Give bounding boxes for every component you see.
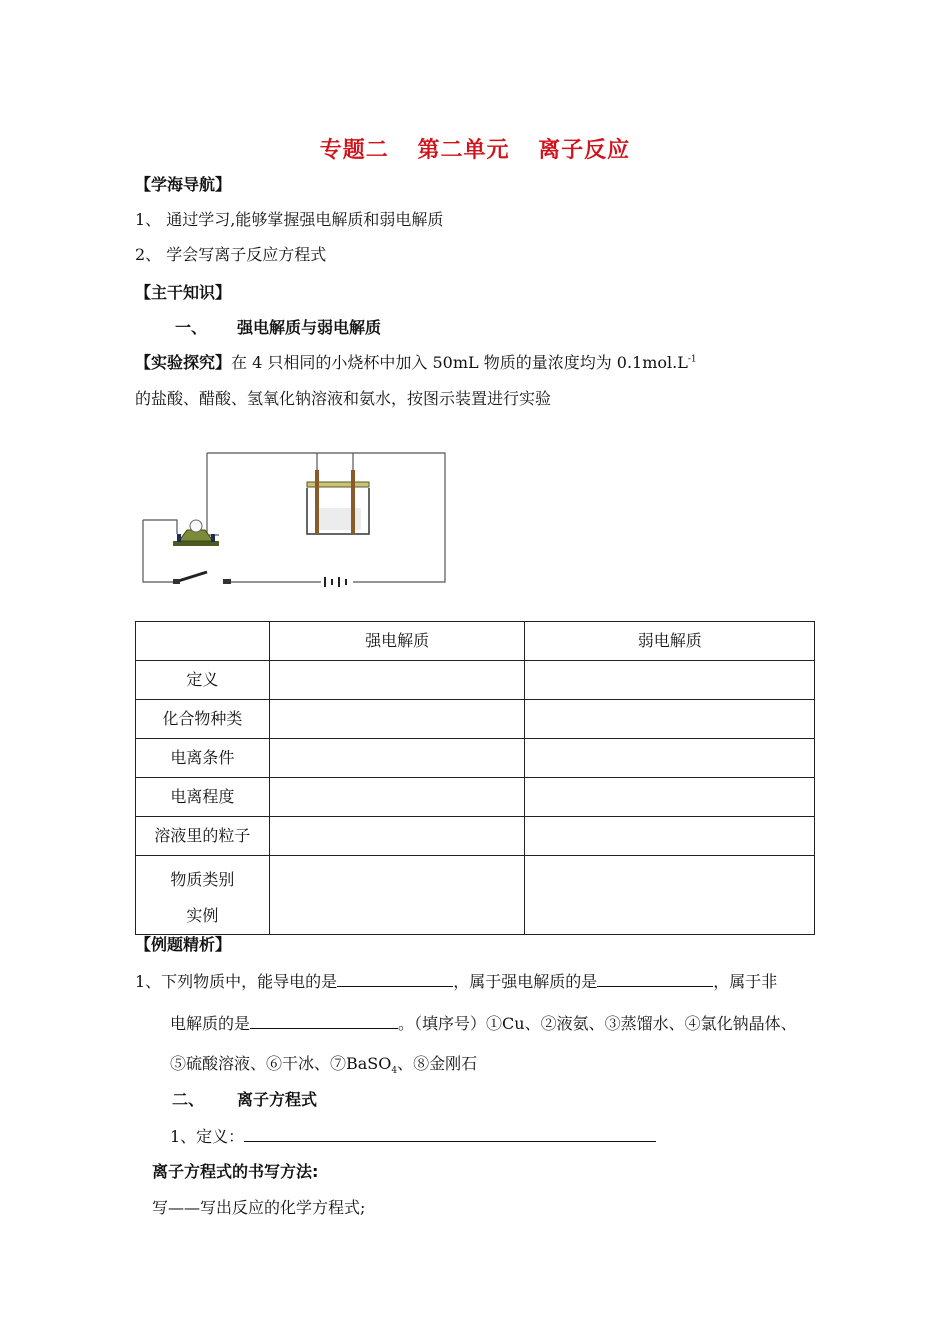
table-row-label-line1: 物质类别 [170,870,235,889]
question-1-text-e: 。（填序号）①Cu、②液氨、③蒸馏水、④氯化钠晶体、 [398,1014,797,1033]
table-cell[interactable] [525,739,815,778]
table-cell[interactable] [269,700,525,739]
table-cell[interactable] [269,856,525,935]
section2-title: 离子方程式 [237,1090,318,1109]
definition-line [170,1125,656,1148]
electrolyte-table [135,621,815,935]
title-part1: 专题二 [319,138,389,163]
table-cell[interactable] [269,739,525,778]
table-cell[interactable] [525,817,815,856]
table-header-cell: 弱电解质 [525,622,815,661]
question-1-sub: 4 [391,1066,398,1077]
nav-heading: 【学海导航】 [135,175,232,194]
table-cell[interactable] [269,661,525,700]
table-cell[interactable] [269,817,525,856]
experiment-text-1: 在 4 只相同的小烧杯中加入 50mL 物质的量浓度均为 0.1mol.L [231,353,688,372]
sub1-title: 强电解质与弱电解质 [237,318,382,337]
answer-blank-strong-electrolyte[interactable] [597,970,713,987]
table-header-cell [136,622,270,661]
experiment-text-2: 的盐酸、醋酸、氢氧化钠溶液和氨水，按图示装置进行实验 [135,389,552,408]
electrode-right [351,470,355,534]
table-cell[interactable] [525,856,815,935]
title-part2: 第二单元 [417,138,510,163]
sub1-number: 一、 [175,318,208,337]
answer-blank-conductive[interactable] [337,970,453,987]
question-1-text-d: 电解质的是 [170,1014,251,1033]
table-cell[interactable] [269,778,525,817]
table-row-label [136,856,270,935]
nav-item-1: 1、 通过学习,能够掌握强电解质和弱电解质 [135,210,444,229]
table-row-label-line2: 实例 [186,906,219,925]
electrode-left [315,470,319,534]
table-cell[interactable] [525,700,815,739]
circuit-diagram [135,446,450,591]
question-1-text-a: 1、下列物质中，能导电的是 [135,972,338,991]
table-cell[interactable] [525,661,815,700]
question-1-text-g: 、⑧金刚石 [397,1054,478,1073]
question-1-line-1 [135,970,777,993]
example-heading: 【例题精析】 [135,935,232,954]
question-1-text-c: ，属于非 [713,972,778,991]
table-row-label: 电离条件 [136,739,270,778]
experiment-line-1 [135,352,697,374]
definition-blank[interactable] [244,1125,656,1142]
table-header-cell: 强电解质 [269,622,525,661]
nav-item-2: 2、 学会写离子反应方程式 [135,245,327,264]
experiment-label: 【实验探究】 [135,353,232,372]
method-heading: 离子方程式的书写方法: [152,1162,319,1181]
table-cell[interactable] [525,778,815,817]
page-title [0,133,950,164]
table-row-label: 溶液里的粒子 [136,817,270,856]
definition-label: 1、定义： [170,1127,245,1146]
main-heading: 【主干知识】 [135,283,232,302]
method-step-1: 写——写出反应的化学方程式; [152,1198,366,1217]
question-1-line-3 [170,1053,477,1075]
table-row-label: 定义 [136,661,270,700]
question-1-line-2 [170,1012,797,1035]
table-row-label: 电离程度 [136,778,270,817]
question-1-text-b: ，属于强电解质的是 [453,972,598,991]
experiment-sup: -1 [687,354,697,365]
answer-blank-nonelectrolyte[interactable] [250,1012,398,1029]
title-part3: 离子反应 [538,138,631,163]
section2-number: 二、 [172,1090,205,1109]
light-bulb [190,520,202,532]
table-row-label: 化合物种类 [136,700,270,739]
battery [325,577,346,587]
question-1-text-f: ⑤硫酸溶液、⑥干冰、⑦BaSO [170,1054,392,1073]
